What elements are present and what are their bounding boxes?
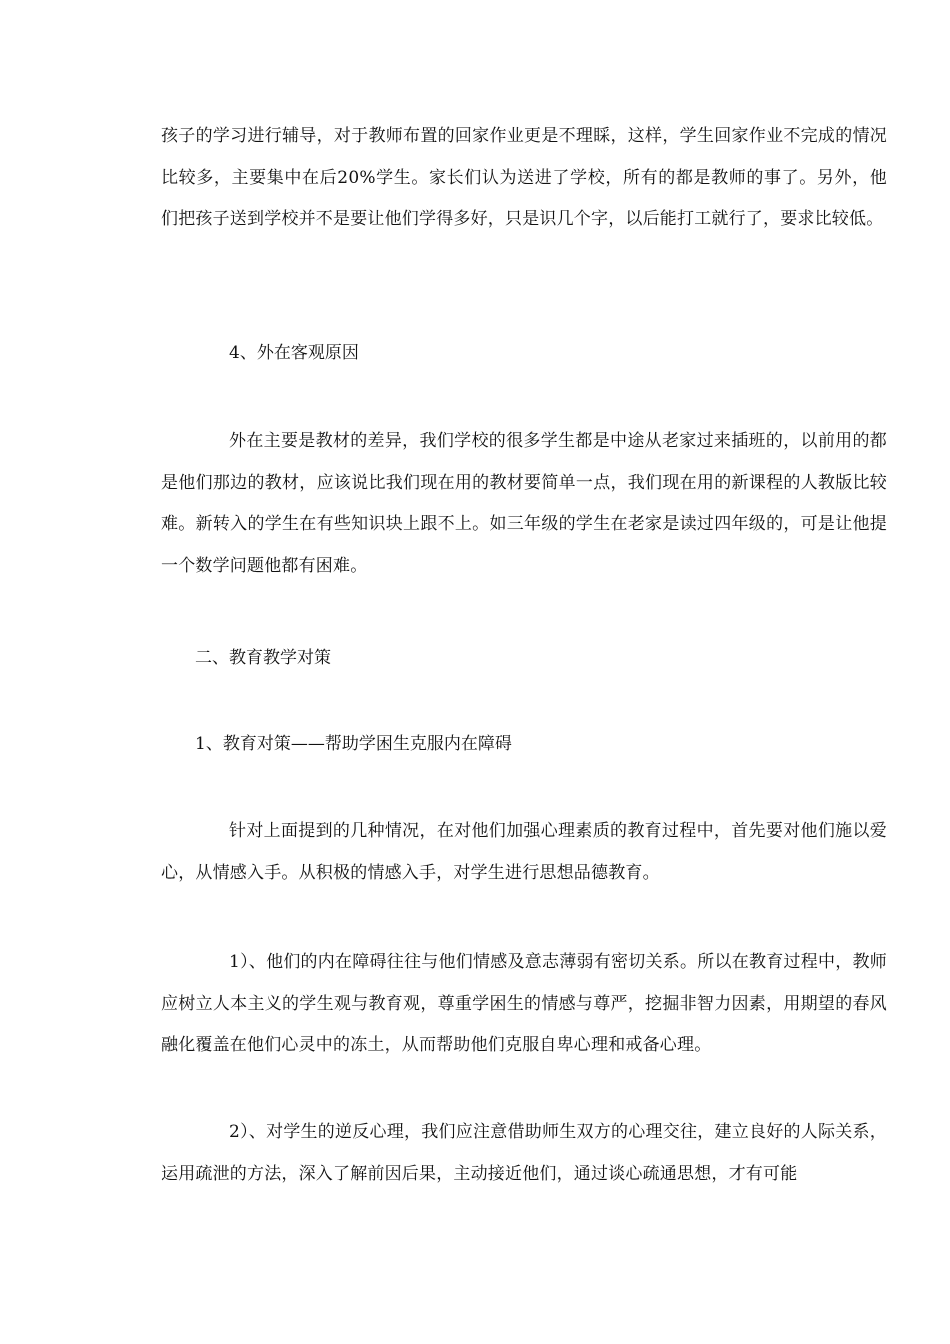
paragraph-textbook-difference: 外在主要是教材的差异，我们学校的很多学生都是中途从老家过来插班的，以前用的都是他们那边的教材，应该说比我们现在用的教材要简单一点，我们现在用的新课程的人教版比较难。新转入的学生在有些知识块上跟不上。如三年级的学生在老家是读过四年级的，可是让他提一个数学问题他都有困难。 <box>161 431 887 576</box>
paragraph-rebellious-psychology: 2）、对学生的逆反心理，我们应注意借助师生双方的心理交往，建立良好的人际关系，运用疏泄的方法，深入了解前因后果，主动接近他们，通过谈心疏通思想，才有可能 <box>161 1122 887 1184</box>
heading-education-strategy: 1、教育对策——帮助学困生克服内在障碍 <box>195 734 512 754</box>
heading-external-causes: 4、外在客观原因 <box>229 343 359 363</box>
heading-teaching-strategies: 二、教育教学对策 <box>195 648 331 668</box>
paragraph-emotional-approach: 针对上面提到的几种情况，在对他们加强心理素质的教育过程中，首先要对他们施以爱心，从情感入手。从积极的情感入手，对学生进行思想品德教育。 <box>161 821 887 883</box>
paragraph-inner-obstacles: 1）、他们的内在障碍往往与他们情感及意志薄弱有密切关系。所以在教育过程中，教师应树立人本主义的学生观与教育观，尊重学困生的情感与尊严，挖掘非智力因素，用期望的春风融化覆盖在他们心灵中的冻土，从而帮助他们克服自卑心理和戒备心理。 <box>161 952 887 1055</box>
paragraph-parent-attitude: 孩子的学习进行辅导，对于教师布置的回家作业更是不理睬，这样，学生回家作业不完成的情况比较多，主要集中在后20%学生。家长们认为送进了学校，所有的都是教师的事了。另外，他们把孩子送到学校并不是要让他们学得多好，只是识几个字，以后能打工就行了，要求比较低。 <box>161 126 887 229</box>
